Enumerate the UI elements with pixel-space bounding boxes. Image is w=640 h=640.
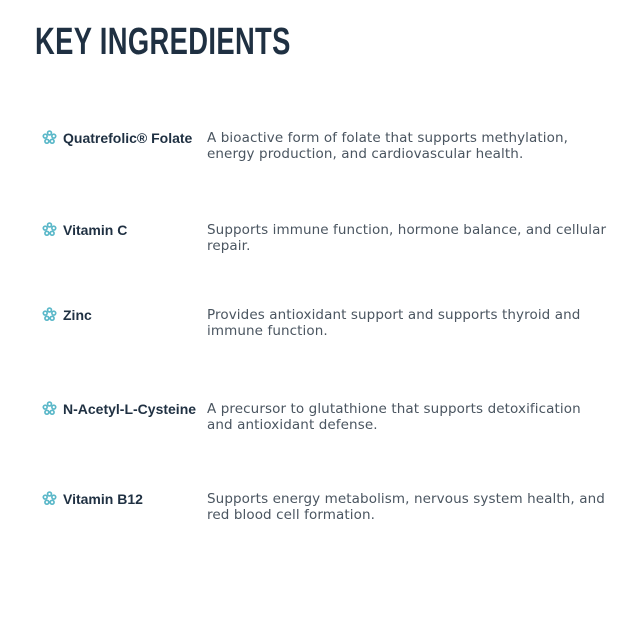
ingredient-description: Supports immune function, hormone balance, and cellular repair.: [207, 222, 607, 254]
page-title: KEY INGREDIENTS: [35, 21, 291, 63]
flower-icon: [42, 491, 57, 506]
ingredient-name: Quatrefolic® Folate: [63, 130, 193, 146]
ingredient-name: Vitamin C: [63, 222, 128, 238]
ingredient-description: Provides antioxidant support and supports thyroid and immune function.: [207, 307, 581, 339]
flower-icon: [42, 130, 57, 145]
ingredient-description: A bioactive form of folate that supports methylation, energy production, and cardiovascular health.: [207, 130, 569, 162]
ingredient-description: A precursor to glutathione that supports detoxification and antioxidant defense.: [207, 401, 581, 433]
ingredient-description: Supports energy metabolism, nervous system health, and red blood cell formation.: [207, 491, 605, 523]
ingredient-name: Vitamin B12: [63, 491, 143, 507]
ingredient-name: N-Acetyl-L-Cysteine: [63, 401, 197, 417]
flower-icon: [42, 222, 57, 237]
flower-icon: [42, 401, 57, 416]
ingredient-name: Zinc: [63, 307, 92, 323]
flower-icon: [42, 307, 57, 322]
